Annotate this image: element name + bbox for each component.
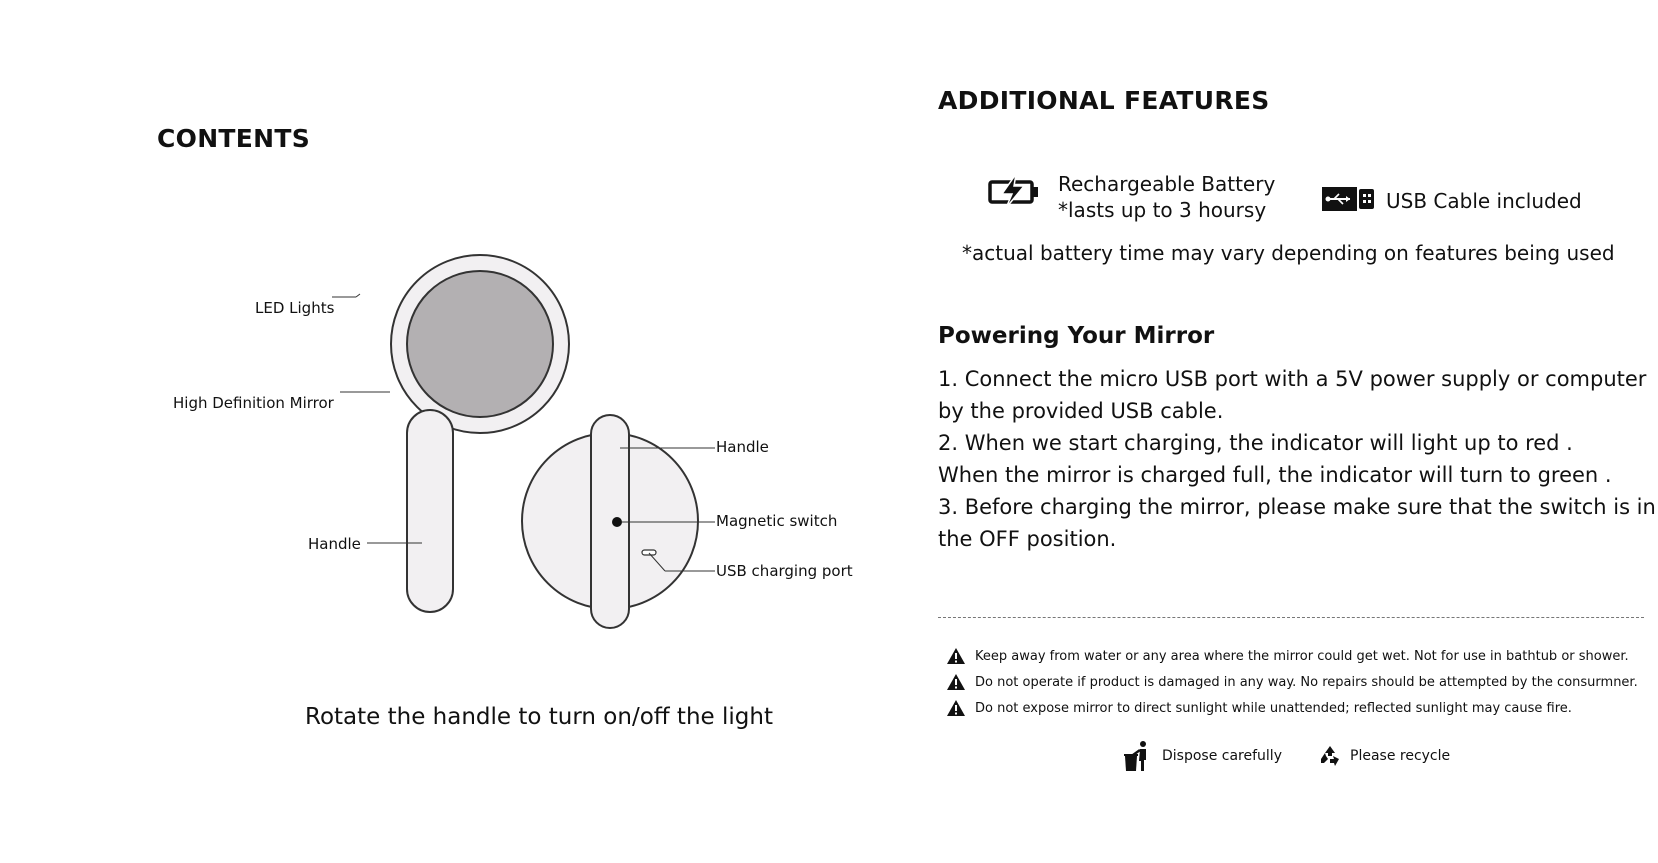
label-handle-right: Handle bbox=[716, 438, 769, 456]
warning-item bbox=[946, 699, 1572, 717]
battery-note: *actual battery time may vary depending on features being used bbox=[962, 241, 1615, 265]
step-line: by the provided USB cable. bbox=[938, 399, 1224, 423]
label-magnetic-switch: Magnetic switch bbox=[716, 512, 838, 530]
contents-heading: CONTENTS bbox=[157, 124, 311, 153]
usb-port-slot bbox=[642, 550, 656, 555]
label-hd-mirror: High Definition Mirror bbox=[173, 394, 334, 412]
usb-icon bbox=[1322, 187, 1374, 211]
battery-charging-icon bbox=[988, 172, 1042, 210]
step-line: 2. When we start charging, the indicator will light up to red . bbox=[938, 431, 1573, 455]
warning-text: Do not operate if product is damaged in any way. No repairs should be attempted by the consurmner. bbox=[975, 674, 1638, 690]
dispose-text: Dispose carefully bbox=[1162, 748, 1282, 764]
powering-heading: Powering Your Mirror bbox=[938, 323, 1215, 349]
rotate-caption: Rotate the handle to turn on/off the light bbox=[305, 704, 773, 730]
handle-front bbox=[407, 410, 453, 612]
trash-person-icon bbox=[1124, 740, 1150, 772]
label-handle-left: Handle bbox=[308, 535, 361, 553]
warning-triangle-icon bbox=[946, 699, 966, 717]
dashed-divider bbox=[938, 617, 1644, 618]
battery-line-2: *lasts up to 3 hoursy bbox=[1058, 198, 1267, 222]
dispose-item bbox=[1124, 740, 1282, 772]
recycle-text: Please recycle bbox=[1350, 748, 1451, 764]
battery-line-1: Rechargeable Battery bbox=[1058, 172, 1276, 196]
usb-feature-text: USB Cable included bbox=[1386, 189, 1582, 213]
recycle-item bbox=[1318, 744, 1450, 768]
step-line: 3. Before charging the mirror, please make sure that the switch is in bbox=[938, 495, 1656, 519]
warning-triangle-icon bbox=[946, 673, 966, 691]
warning-item bbox=[946, 647, 1629, 665]
warning-item bbox=[946, 673, 1638, 691]
label-usb-port: USB charging port bbox=[716, 562, 853, 580]
warning-text: Keep away from water or any area where the mirror could get wet. Not for use in bathtub or shower. bbox=[975, 648, 1629, 664]
recycle-icon bbox=[1318, 744, 1342, 768]
hd-mirror-glass bbox=[407, 271, 553, 417]
label-led-lights: LED Lights bbox=[255, 299, 335, 317]
powering-steps bbox=[938, 363, 1656, 555]
features-heading: ADDITIONAL FEATURES bbox=[938, 86, 1270, 115]
step-line: the OFF position. bbox=[938, 527, 1117, 551]
magnetic-switch-dot bbox=[612, 517, 622, 527]
warning-triangle-icon bbox=[946, 647, 966, 665]
warning-text: Do not expose mirror to direct sunlight while unattended; reflected sunlight may cause fire. bbox=[975, 700, 1572, 716]
battery-feature-text bbox=[1058, 171, 1275, 223]
step-line: When the mirror is charged full, the indicator will turn to green . bbox=[938, 463, 1612, 487]
step-line: 1. Connect the micro USB port with a 5V power supply or computer bbox=[938, 367, 1647, 391]
